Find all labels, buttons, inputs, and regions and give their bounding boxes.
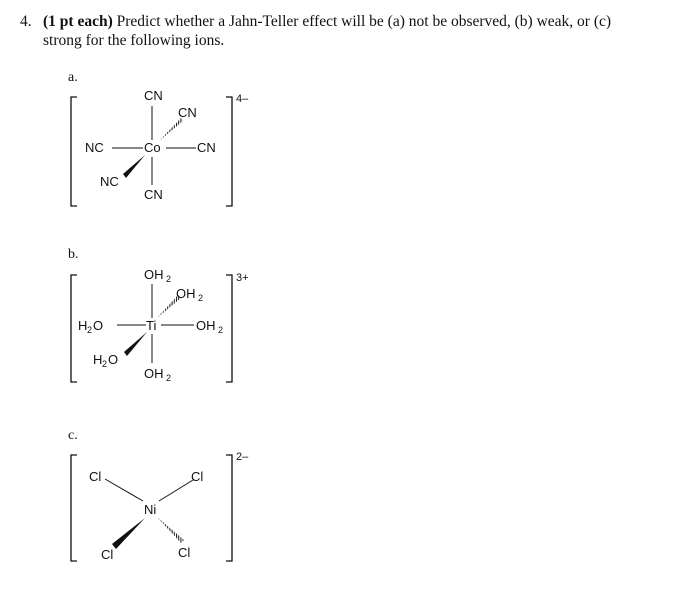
- complex-c: [71, 451, 249, 562]
- solid-wedge-bond: [123, 155, 145, 178]
- ligand-top: CN: [144, 88, 163, 103]
- ligand-left-h: H: [78, 318, 88, 333]
- complex-a-label: a.: [68, 70, 78, 85]
- right-bracket: [226, 455, 232, 561]
- ligand-back: [176, 286, 203, 303]
- ligand-bottom: [144, 366, 171, 383]
- ligand-bottom: CN: [144, 187, 163, 202]
- ligand-back: CN: [178, 105, 197, 120]
- ligand-front: NC: [100, 174, 119, 189]
- right-bracket: [226, 275, 232, 382]
- ligand-right-text: OH: [196, 318, 216, 333]
- ligand-right-subscript: 2: [218, 325, 224, 335]
- ligand-front: [93, 352, 118, 369]
- charge-label: 2–: [236, 451, 249, 463]
- ligand-left-o: O: [93, 318, 104, 333]
- ligand-upper-right: Cl: [191, 469, 204, 484]
- complex-a: [71, 88, 249, 206]
- metal-center: Ti: [146, 318, 157, 333]
- question-prompt-line2: strong for the following ions.: [43, 32, 225, 49]
- ligand-back-subscript: 2: [198, 293, 204, 303]
- question-points: (1 pt each): [43, 13, 113, 30]
- ligand-left-subscript: 2: [87, 325, 93, 335]
- question-number: 4.: [20, 13, 32, 30]
- right-bracket: [226, 97, 232, 206]
- bond-upper-left: [105, 479, 143, 501]
- complex-b-label: b.: [68, 247, 79, 262]
- ligand-bottom-subscript: 2: [166, 373, 172, 383]
- left-bracket: [71, 97, 77, 206]
- hashed-wedge-bond: [159, 118, 183, 141]
- ligand-left: [78, 318, 103, 335]
- hashed-wedge-bond: [157, 517, 184, 543]
- ligand-top-subscript: 2: [166, 274, 172, 284]
- solid-wedge-bond: [112, 518, 145, 549]
- ligand-top-text: OH: [144, 267, 164, 282]
- metal-center: Co: [144, 140, 161, 155]
- ligand-lower-right: Cl: [178, 545, 191, 560]
- metal-center: Ni: [144, 502, 157, 517]
- ligand-bottom-text: OH: [144, 366, 164, 381]
- ligand-front-subscript: 2: [102, 359, 108, 369]
- complex-c-label: c.: [68, 428, 78, 443]
- ligand-upper-left: Cl: [89, 469, 102, 484]
- ligand-front-h: H: [93, 352, 103, 367]
- ligand-back-text: OH: [176, 286, 196, 301]
- charge-label: 4–: [236, 93, 249, 105]
- ligand-right: [196, 318, 223, 335]
- bond-upper-right: [159, 480, 193, 501]
- ligand-lower-left: Cl: [101, 547, 114, 562]
- left-bracket: [71, 275, 77, 382]
- question-prompt-line1: Predict whether a Jahn-Teller effect will be (a) not be observed, (b) weak, or (c): [112, 13, 612, 30]
- ligand-front-o: O: [108, 352, 119, 367]
- left-bracket: [71, 455, 77, 561]
- ligand-top: [144, 267, 171, 284]
- ligand-right: CN: [197, 140, 216, 155]
- ligand-left: NC: [85, 140, 104, 155]
- solid-wedge-bond: [124, 332, 147, 356]
- charge-label: 3+: [236, 272, 249, 284]
- complex-b: [71, 267, 249, 383]
